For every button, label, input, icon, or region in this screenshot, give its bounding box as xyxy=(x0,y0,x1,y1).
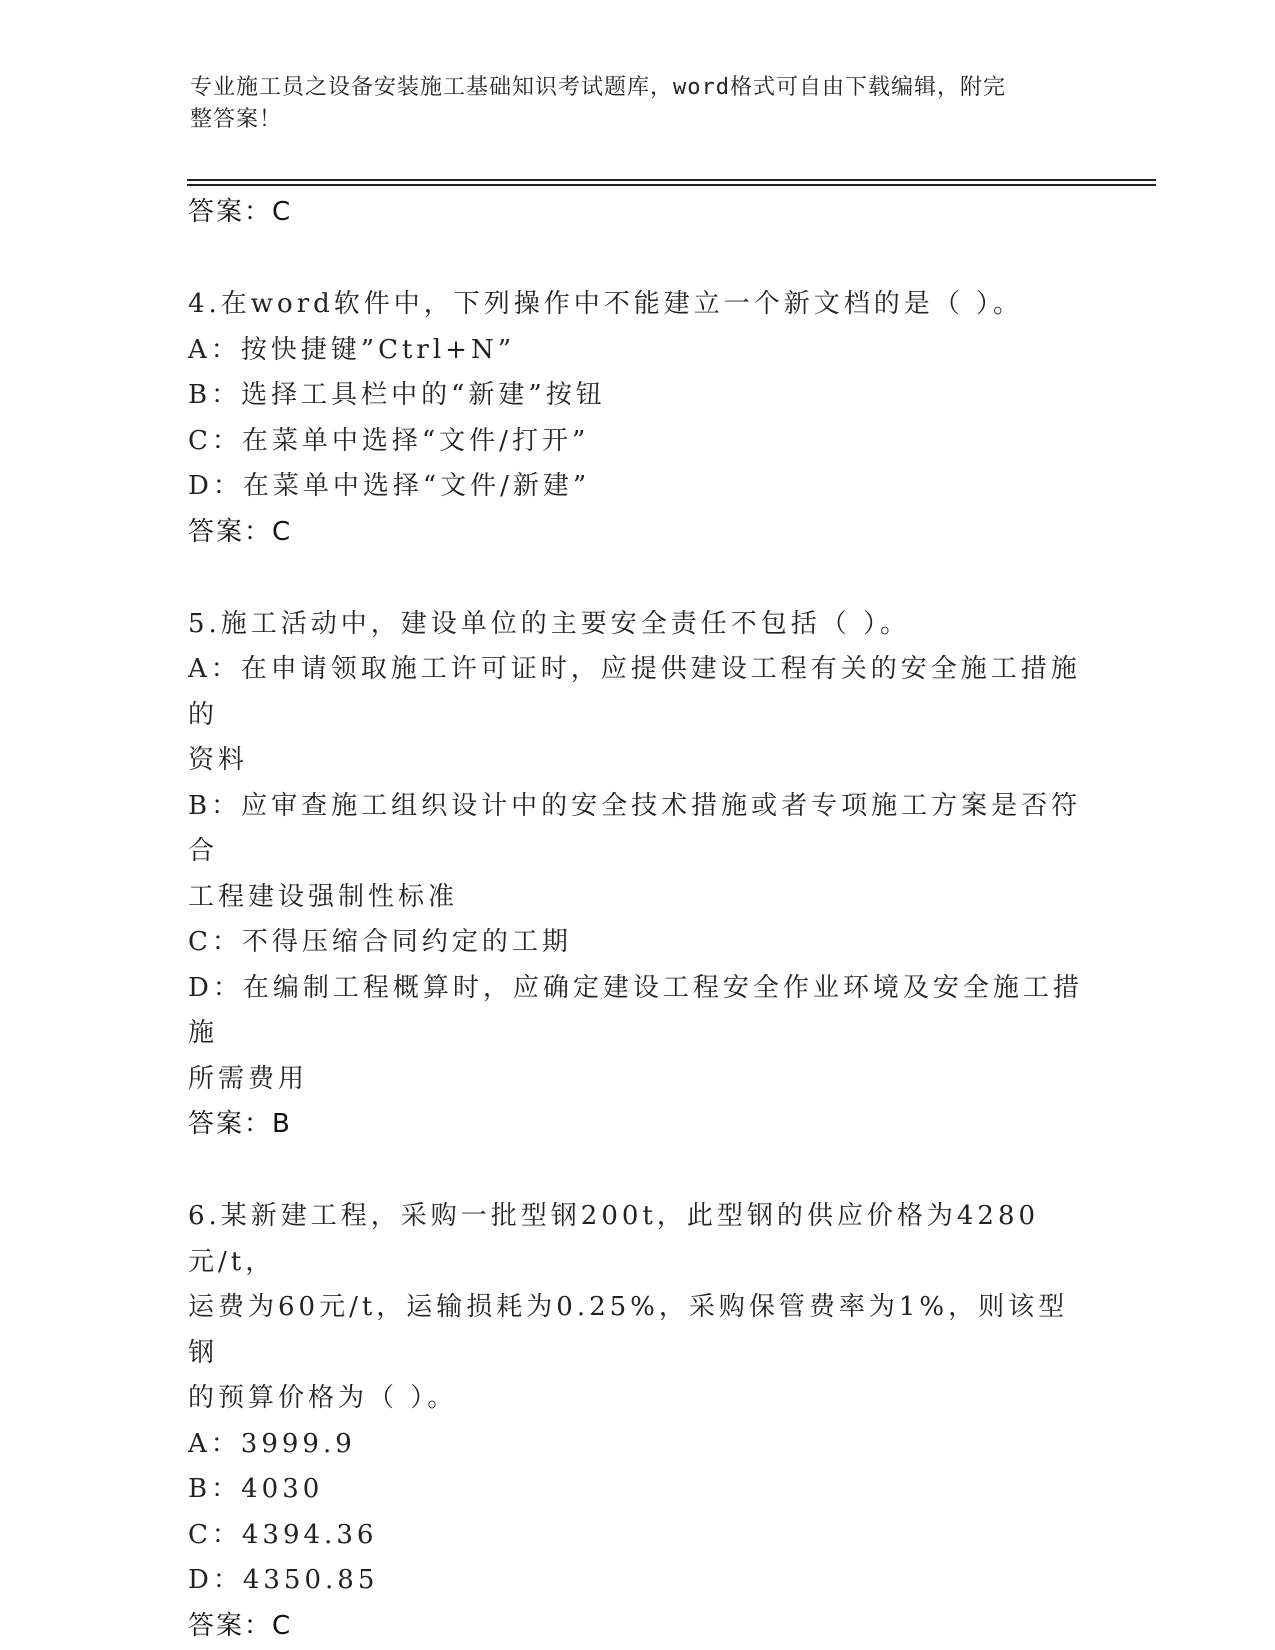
question-4-option-d: D：在菜单中选择“文件/新建” xyxy=(188,471,591,501)
spacer xyxy=(188,234,1088,282)
question-5-option-b-line-1: B：应审查施工组织设计中的安全技术措施或者专项施工方案是否符合 xyxy=(188,790,1082,866)
answer-q6: 答案：C xyxy=(188,1610,293,1641)
question-4-option-b: B：选择工具栏中的“新建”按钮 xyxy=(188,380,606,410)
question-5-option-d-line-2: 所需费用 xyxy=(188,1063,309,1094)
question-6 xyxy=(188,1194,1088,1648)
question-5-option-c: C：不得压缩合同约定的工期 xyxy=(188,927,572,957)
question-5-option-a-line-1: A：在申请领取施工许可证时，应提供建设工程有关的安全施工措施的 xyxy=(188,654,1081,730)
question-6-option-a: A：3999.9 xyxy=(188,1428,356,1459)
header-divider-top xyxy=(187,179,1156,181)
question-4-option-a: A：按快捷键”Ctrl+N” xyxy=(188,334,515,365)
spacer xyxy=(188,1146,1088,1194)
document-header xyxy=(190,72,1070,136)
question-4-stem: 4.在word软件中，下列操作中不能建立一个新文档的是（ ）。 xyxy=(188,289,1024,319)
question-5-stem: 5.施工活动中，建设单位的主要安全责任不包括（ ）。 xyxy=(188,608,911,639)
question-6-stem-line-3: 的预算价格为（ ）。 xyxy=(188,1383,458,1413)
question-6-stem-line-2: 运费为60元/t，运输损耗为0.25%，采购保管费率为1%，则该型钢 xyxy=(188,1292,1069,1368)
answer-q3: 答案：C xyxy=(188,197,293,227)
answer-q4: 答案：C xyxy=(188,516,293,547)
spacer xyxy=(188,554,1088,602)
header-title-line-1: 专业施工员之设备安装施工基础知识考试题库，word格式可自由下载编辑，附完 xyxy=(190,75,1006,100)
question-6-stem-line-1: 6.某新建工程，采购一批型钢200t，此型钢的供应价格为4280元/t， xyxy=(188,1201,1040,1277)
question-6-option-d: D：4350.85 xyxy=(188,1565,379,1595)
question-4-option-c: C：在菜单中选择“文件/打开” xyxy=(188,425,590,456)
answer-q5: 答案：B xyxy=(188,1109,292,1139)
question-4 xyxy=(188,282,1088,554)
question-5-option-d-line-1: D：在编制工程概算时，应确定建设工程安全作业环境及安全施工措施 xyxy=(188,972,1083,1048)
header-title-line-2: 整答案！ xyxy=(190,107,283,132)
question-list xyxy=(188,190,1088,1648)
question-5-option-b-line-2: 工程建设强制性标准 xyxy=(188,881,459,912)
question-6-option-c: C：4394.36 xyxy=(188,1519,378,1550)
question-6-option-b: B：4030 xyxy=(188,1474,324,1504)
question-5-option-a-line-2: 资料 xyxy=(188,745,249,775)
question-5 xyxy=(188,602,1088,1147)
header-divider-bottom xyxy=(187,184,1156,186)
